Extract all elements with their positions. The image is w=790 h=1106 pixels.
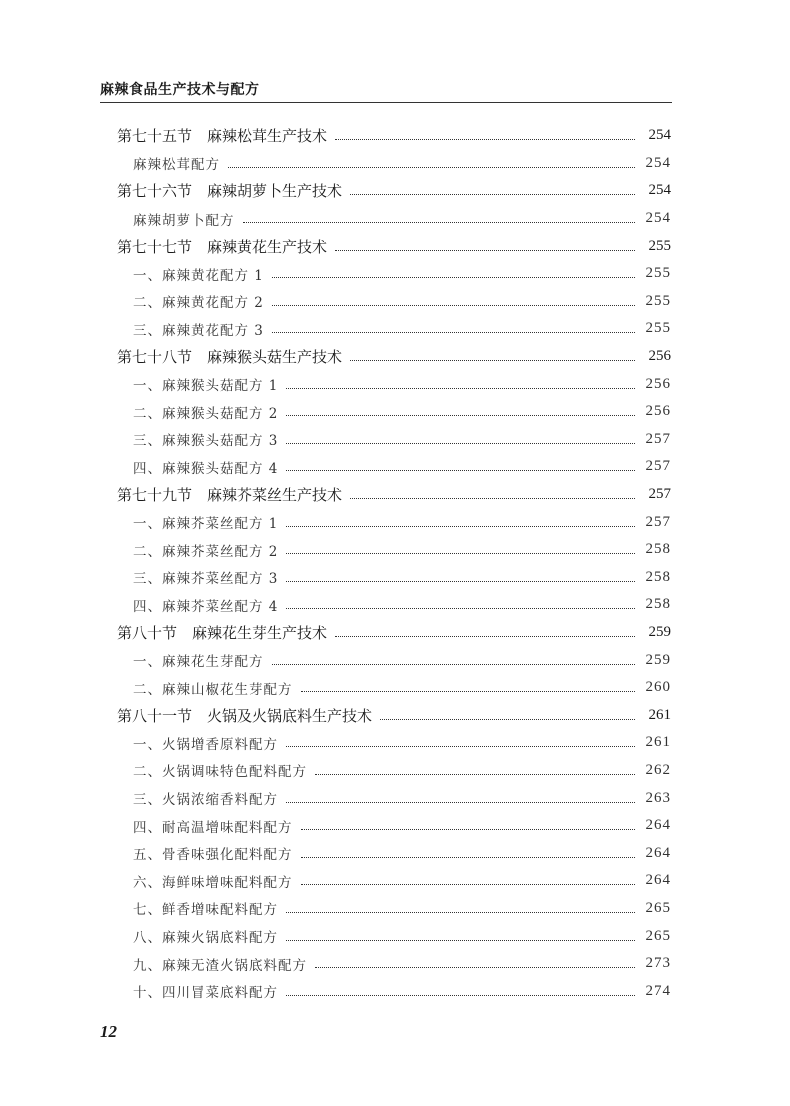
toc-entry-title: 八、麻辣火锅底料配方 [133,930,278,947]
toc-entry-page: 258 [645,596,671,613]
toc-entry-page: 258 [645,568,671,585]
toc-entry-page: 255 [648,237,671,254]
toc-subentry [117,950,671,978]
toc-subentry [117,784,671,812]
toc-subentry [117,729,671,757]
dot-leader [286,981,635,996]
toc-entry-page: 256 [645,375,671,392]
dot-leader [286,539,635,554]
toc-entry-title: 五、骨香味强化配料配方 [133,847,293,864]
dot-leader [286,429,635,444]
toc-section-entry [117,232,671,260]
toc-entry-page: 264 [645,844,671,861]
dot-leader [272,318,635,333]
dot-leader [301,870,636,885]
toc-entry-page: 254 [645,210,671,227]
toc-subentry [117,453,671,481]
toc-subentry [117,674,671,702]
dot-leader [301,815,636,830]
dot-leader [335,125,635,140]
toc-entry-title: 四、麻辣猴头菇配方 4 [133,460,279,477]
toc-subentry [117,812,671,840]
dot-leader [286,374,635,389]
dot-leader [315,760,635,775]
toc-subentry [117,508,671,536]
toc-entry-title: 第七十七节 麻辣黄花生产技术 [117,237,328,256]
toc-entry-page: 257 [645,458,671,475]
dot-leader [350,346,635,361]
toc-entry-page: 264 [645,872,671,889]
toc-entry-title: 三、麻辣猴头菇配方 3 [133,433,279,450]
dot-leader [286,788,635,803]
toc-entry-title: 一、火锅增香原料配方 [133,736,278,753]
toc-entry-title: 麻辣胡萝卜配方 [133,212,235,229]
toc-subentry [117,757,671,785]
toc-subentry [117,150,671,178]
toc-subentry [117,205,671,233]
toc-entry-title: 九、麻辣无渣火锅底料配方 [133,957,307,974]
dot-leader [301,677,636,692]
toc-entry-page: 265 [645,899,671,916]
toc-entry-title: 七、鲜香增味配料配方 [133,902,278,919]
toc-entry-page: 265 [645,927,671,944]
toc-subentry [117,564,671,592]
toc-section-entry [117,122,671,150]
toc-entry-title: 六、海鲜味增味配料配方 [133,874,293,891]
toc-entry-title: 一、麻辣黄花配方 1 [133,267,264,284]
toc-entry-page: 264 [645,817,671,834]
toc-entry-page: 255 [645,320,671,337]
toc-entry-title: 一、麻辣花生芽配方 [133,654,264,671]
toc-entry-title: 第七十九节 麻辣芥菜丝生产技术 [117,486,343,505]
toc-section-entry [117,481,671,509]
toc-entry-page: 255 [645,265,671,282]
toc-entry-page: 254 [648,182,671,199]
dot-leader [286,567,635,582]
toc-entry-title: 三、麻辣芥菜丝配方 3 [133,571,279,588]
toc-entry-page: 262 [645,761,671,778]
toc-entry-title: 第七十八节 麻辣猴头菇生产技术 [117,348,343,367]
dot-leader [335,236,635,251]
toc-entry-page: 261 [648,706,671,723]
toc-entry-title: 四、耐高温增味配料配方 [133,819,293,836]
toc-entry-title: 二、火锅调味特色配料配方 [133,764,307,781]
toc-entry-page: 261 [645,734,671,751]
toc-entry-title: 三、火锅浓缩香料配方 [133,792,278,809]
toc-section-entry [117,701,671,729]
page-number: 12 [100,1022,117,1041]
toc-entry-page: 255 [645,292,671,309]
toc-entry-page: 256 [648,348,671,365]
toc-entry-title: 二、麻辣芥菜丝配方 2 [133,543,279,560]
toc-subentry [117,646,671,674]
toc-subentry [117,922,671,950]
toc-entry-page: 257 [648,486,671,503]
toc-entry-page: 259 [645,651,671,668]
toc-entry-title: 一、麻辣芥菜丝配方 1 [133,516,279,533]
toc-section-entry [117,343,671,371]
dot-leader [243,208,636,223]
toc-subentry [117,839,671,867]
dot-leader [350,484,635,499]
dot-leader [286,456,635,471]
dot-leader [286,512,635,527]
toc-entry-title: 三、麻辣黄花配方 3 [133,322,264,339]
running-header [100,80,672,103]
toc-section-entry [117,177,671,205]
toc-entry-title: 第八十一节 火锅及火锅底料生产技术 [117,706,373,725]
dot-leader [272,263,635,278]
toc-entry-page: 273 [645,955,671,972]
toc-entry-page: 258 [645,541,671,558]
toc-entry-title: 二、麻辣黄花配方 2 [133,295,264,312]
dot-leader [272,650,636,665]
toc-subentry [117,398,671,426]
toc-subentry [117,426,671,454]
dot-leader [286,401,635,416]
toc-subentry [117,315,671,343]
toc-subentry [117,977,671,1005]
dot-leader [286,594,635,609]
dot-leader [286,732,635,747]
toc-entry-title: 第七十六节 麻辣胡萝卜生产技术 [117,182,343,201]
toc-entry-page: 256 [645,403,671,420]
toc-entry-page: 254 [648,127,671,144]
toc-entry-page: 257 [645,513,671,530]
toc-entry-page: 263 [645,789,671,806]
dot-leader [286,898,635,913]
toc-section-entry [117,619,671,647]
dot-leader [286,926,635,941]
dot-leader [272,291,635,306]
dot-leader [228,153,635,168]
toc-entry-page: 260 [645,679,671,696]
dot-leader [335,622,635,637]
toc-entry-title: 第八十节 麻辣花生芽生产技术 [117,623,328,642]
book-title: 麻辣食品生产技术与配方 [100,82,260,98]
toc-subentry [117,536,671,564]
toc-entry-title: 麻辣松茸配方 [133,157,220,174]
toc-entry-page: 259 [648,623,671,640]
toc-entry-page: 254 [645,154,671,171]
toc-entry-title: 第七十五节 麻辣松茸生产技术 [117,127,328,146]
toc-subentry [117,867,671,895]
toc-subentry [117,288,671,316]
toc-entry-title: 二、麻辣山椒花生芽配方 [133,681,293,698]
table-of-contents [117,122,671,1005]
toc-subentry [117,895,671,923]
dot-leader [350,180,635,195]
dot-leader [301,843,636,858]
toc-entry-title: 十、四川冒菜底料配方 [133,985,278,1002]
toc-subentry [117,591,671,619]
toc-entry-title: 四、麻辣芥菜丝配方 4 [133,598,279,615]
dot-leader [315,953,635,968]
toc-entry-page: 257 [645,430,671,447]
toc-subentry [117,260,671,288]
toc-entry-page: 274 [645,982,671,999]
toc-subentry [117,370,671,398]
toc-entry-title: 二、麻辣猴头菇配方 2 [133,405,279,422]
toc-entry-title: 一、麻辣猴头菇配方 1 [133,378,279,395]
dot-leader [380,705,635,720]
